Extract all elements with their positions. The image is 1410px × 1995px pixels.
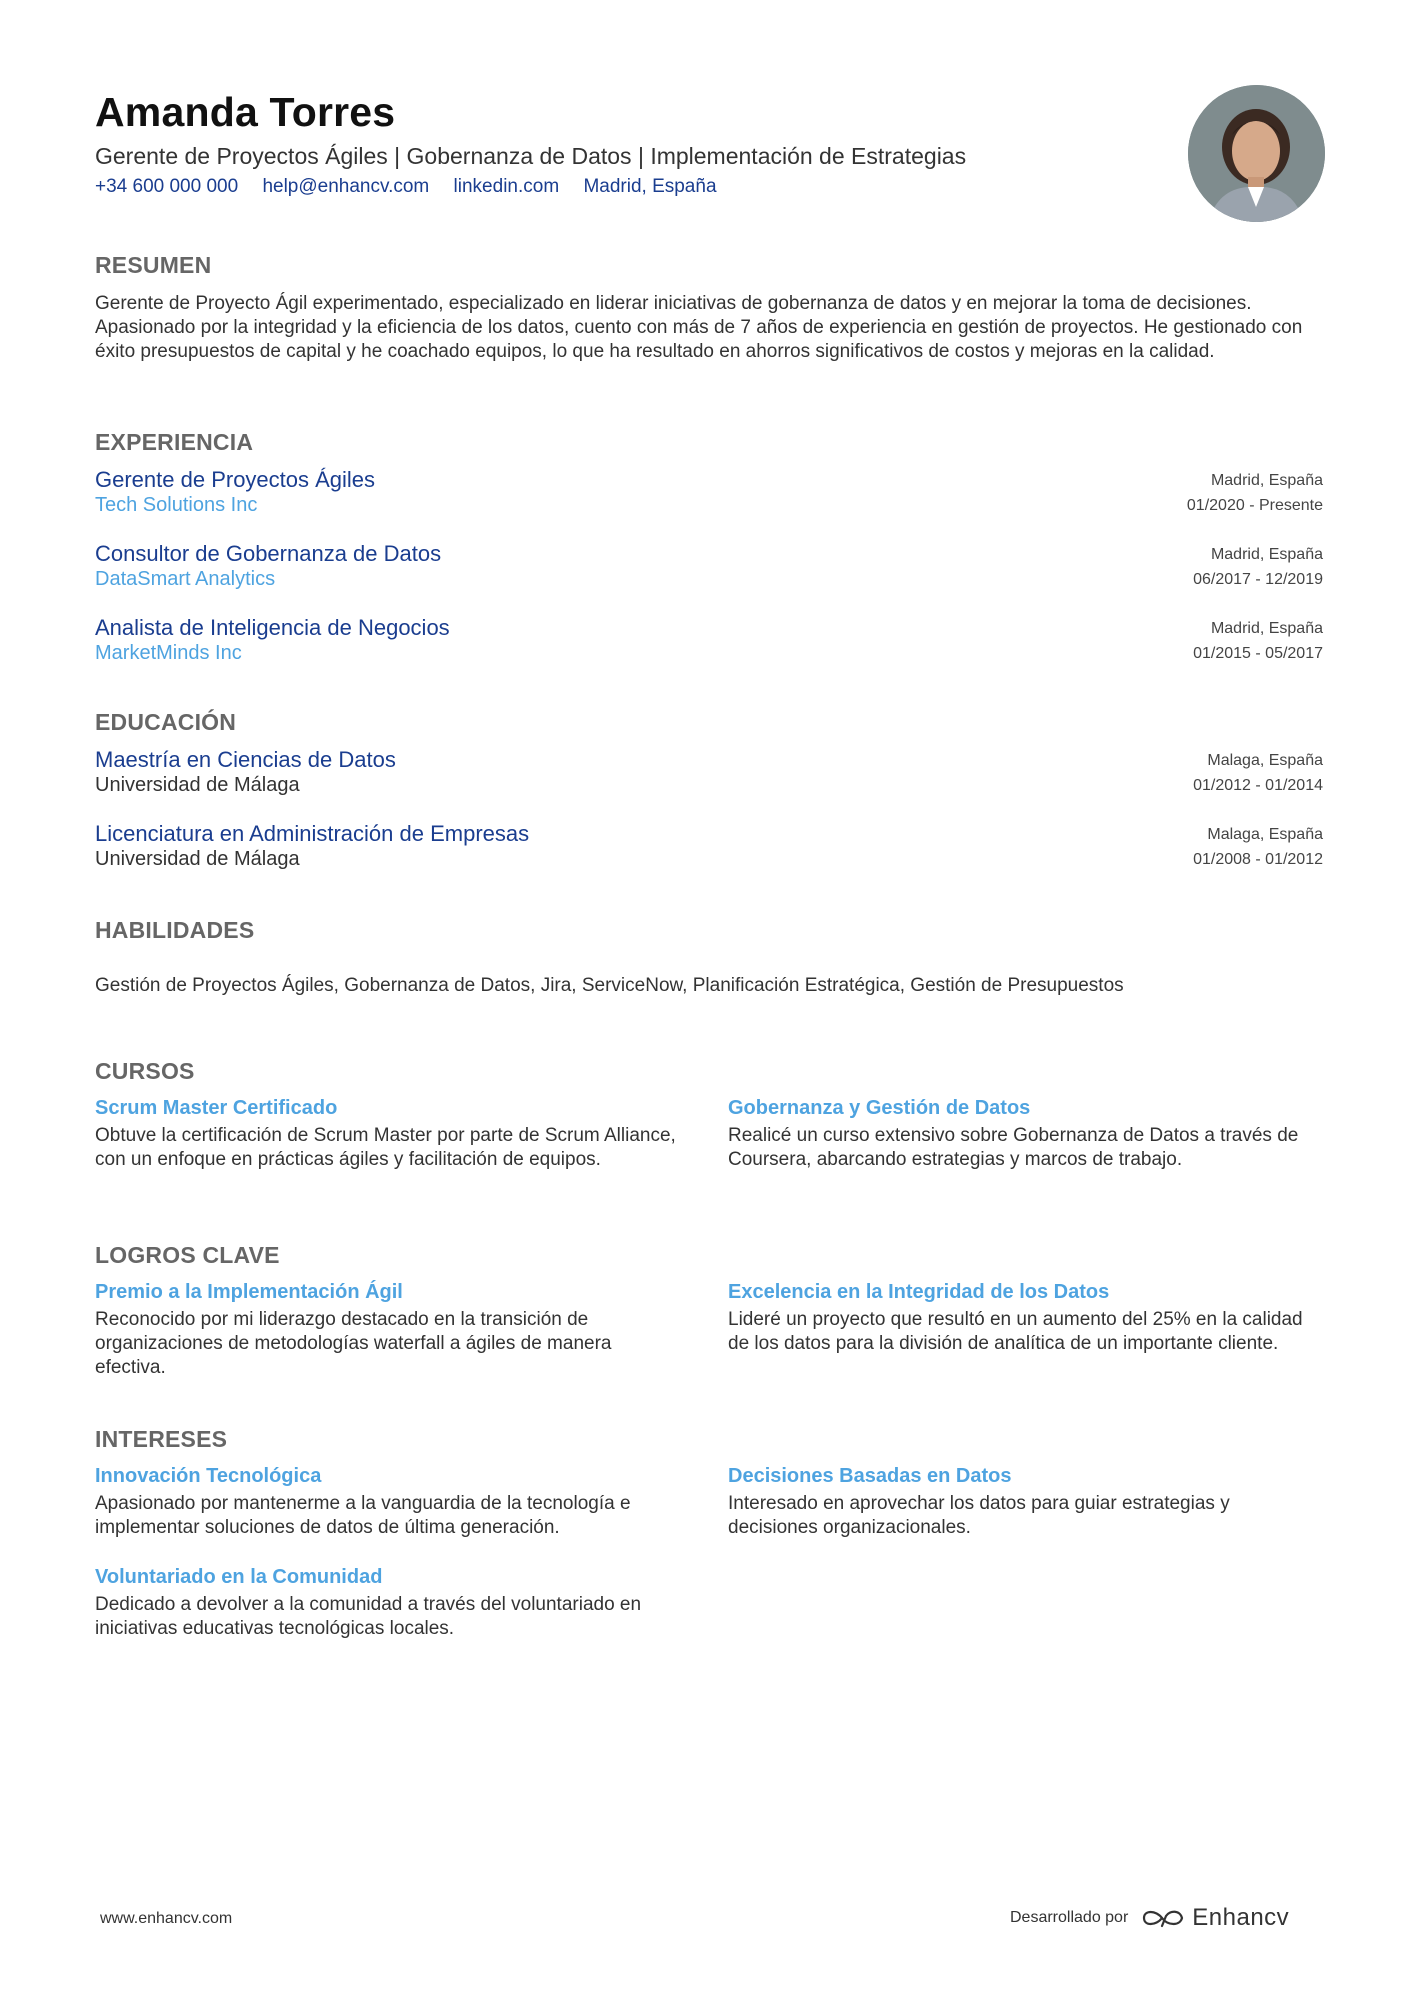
- candidate-headline: Gerente de Proyectos Ágiles | Gobernanza de Datos | Implementación de Estrategias: [95, 143, 967, 169]
- education-school: Universidad de Málaga: [95, 774, 300, 796]
- footer-powered-by: [1010, 1903, 1289, 1933]
- candidate-name: Amanda Torres: [95, 89, 396, 135]
- experience-location: Madrid, España: [1210, 472, 1323, 489]
- education-dates: 01/2008 - 01/2012: [1193, 851, 1323, 868]
- interests-section-title: INTERESES: [95, 1426, 228, 1452]
- enhancv-brand[interactable]: [1140, 1904, 1289, 1932]
- experience-entry: [95, 540, 1323, 596]
- course-description: Obtuve la certificación de Scrum Master por parte de Scrum Alliance, con un enfoque en prácticas ágiles y facilitación de equipos.: [95, 1125, 676, 1170]
- experience-entry: [95, 466, 1323, 522]
- experience-meta: [1187, 468, 1323, 518]
- linkedin-link[interactable]: linkedin.com: [453, 176, 560, 197]
- experience-company: MarketMinds Inc: [95, 642, 242, 664]
- course-title: Scrum Master Certificado: [95, 1097, 338, 1119]
- achievements-section-title: LOGROS CLAVE: [95, 1242, 280, 1268]
- experience-meta: [1193, 542, 1323, 592]
- experience-dates: 01/2020 - Presente: [1186, 497, 1323, 514]
- achievement-item: [95, 1278, 685, 1380]
- course-title: Gobernanza y Gestión de Datos: [728, 1097, 1031, 1119]
- experience-role: Gerente de Proyectos Ágiles: [95, 467, 376, 492]
- education-entry: [95, 746, 1323, 802]
- resume-header: [95, 84, 1195, 200]
- contact-info: [95, 174, 1195, 200]
- experience-role: Consultor de Gobernanza de Datos: [95, 541, 442, 566]
- course-item: [95, 1094, 685, 1172]
- interest-description: Apasionado por mantenerme a la vanguardia de la tecnología e implementar soluciones de datos de última generación.: [95, 1493, 631, 1538]
- education-location: Malaga, España: [1207, 752, 1323, 769]
- interest-description: Interesado en aprovechar los datos para guiar estrategias y decisiones organizacionales.: [728, 1493, 1230, 1538]
- experience-dates: 06/2017 - 12/2019: [1193, 571, 1323, 588]
- experience-dates: 01/2015 - 05/2017: [1193, 645, 1323, 662]
- education-location: Malaga, España: [1207, 826, 1323, 843]
- experience-company: DataSmart Analytics: [95, 568, 276, 590]
- interest-item: [95, 1563, 685, 1641]
- phone-link[interactable]: +34 600 000 000: [95, 176, 239, 197]
- achievement-description: Reconocido por mi liderazgo destacado en la transición de organizaciones de metodologías waterfall a ágiles de manera efectiva.: [95, 1309, 612, 1378]
- education-meta: [1193, 822, 1323, 872]
- course-description: Realicé un curso extensivo sobre Gobernanza de Datos a través de Coursera, abarcando estrategias y marcos de trabajo.: [728, 1125, 1299, 1170]
- interest-description: Dedicado a devolver a la comunidad a través del voluntariado en iniciativas educativas tecnológicas locales.: [95, 1594, 642, 1639]
- experience-company: Tech Solutions Inc: [95, 494, 258, 516]
- achievement-title: Excelencia en la Integridad de los Datos: [728, 1281, 1110, 1303]
- education-degree: Licenciatura en Administración de Empresas: [95, 821, 530, 846]
- location-text: Madrid, España: [583, 176, 717, 197]
- skills-section-title: HABILIDADES: [95, 917, 255, 943]
- education-school: Universidad de Málaga: [95, 848, 300, 870]
- skills-list: Gestión de Proyectos Ágiles, Gobernanza de Datos, Jira, ServiceNow, Planificación Estratégica, Gestión de Presupuestos: [95, 975, 1124, 996]
- footer-website-link[interactable]: www.enhancv.com: [100, 1910, 233, 1927]
- education-degree: Maestría en Ciencias de Datos: [95, 747, 396, 772]
- email-link[interactable]: help@enhancv.com: [262, 176, 430, 197]
- interest-title: Innovación Tecnológica: [95, 1465, 322, 1487]
- summary-text: Gerente de Proyecto Ágil experimentado, especializado en liderar iniciativas de gobernanza de datos y en mejorar la toma de decisiones. Apasionado por la integridad y la eficiencia de los datos, cuento con más de 7 años de experiencia en gestión de proyectos. He gestionado con éxito presupuestos de capital y he coachado equipos, lo que ha resultado en ahorros significativos de costos y mejoras en la calidad.: [95, 293, 1303, 362]
- profile-photo: [1188, 85, 1325, 222]
- course-item: [728, 1094, 1318, 1172]
- avatar-portrait-icon: [1188, 85, 1325, 222]
- experience-location: Madrid, España: [1210, 546, 1323, 563]
- brand-name: Enhancv: [1192, 1904, 1290, 1931]
- powered-by-text: Desarrollado por: [1010, 1909, 1129, 1926]
- enhancv-logo-icon: [1140, 1906, 1186, 1930]
- achievement-description: Lideré un proyecto que resultó en un aumento del 25% en la calidad de los datos para la división de analítica de un importante cliente.: [728, 1309, 1303, 1354]
- education-section-title: EDUCACIÓN: [95, 709, 237, 735]
- experience-location: Madrid, España: [1210, 620, 1323, 637]
- interest-title: Decisiones Basadas en Datos: [728, 1465, 1012, 1487]
- summary-section-title: RESUMEN: [95, 252, 212, 278]
- interest-title: Voluntariado en la Comunidad: [95, 1566, 383, 1588]
- education-entry: [95, 820, 1323, 876]
- achievement-title: Premio a la Implementación Ágil: [95, 1281, 403, 1303]
- interest-item: [95, 1462, 685, 1540]
- experience-entry: [95, 614, 1323, 670]
- education-dates: 01/2012 - 01/2014: [1193, 777, 1323, 794]
- experience-role: Analista de Inteligencia de Negocios: [95, 615, 450, 640]
- achievement-item: [728, 1278, 1318, 1356]
- interest-item: [728, 1462, 1318, 1540]
- education-meta: [1193, 748, 1323, 798]
- experience-section-title: EXPERIENCIA: [95, 429, 254, 455]
- courses-section-title: CURSOS: [95, 1058, 195, 1084]
- experience-meta: [1193, 616, 1323, 666]
